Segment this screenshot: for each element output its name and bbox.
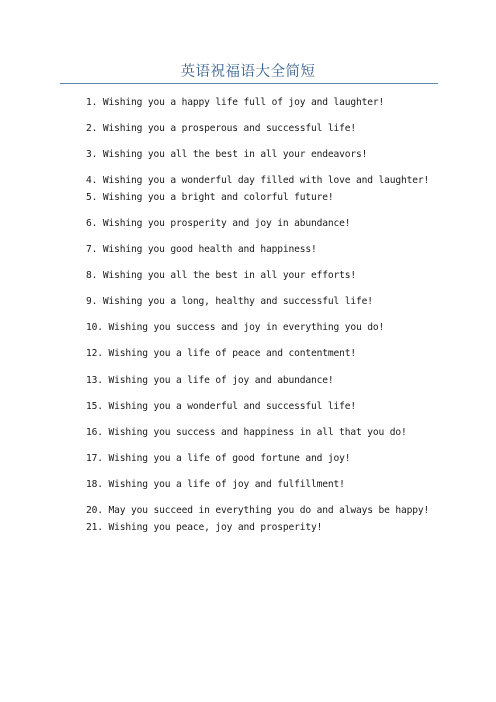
list-item: 2. Wishing you a prosperous and successful life! — [86, 123, 357, 135]
list-item: 21. Wishing you peace, joy and prosperity! — [86, 521, 323, 533]
list-item: 1. Wishing you a happy life full of joy and laughter! — [86, 97, 385, 108]
list-item: 5. Wishing you a bright and colorful future! — [86, 191, 334, 203]
list-item: 17. Wishing you a life of good fortune and joy! — [86, 452, 351, 464]
list-item: 12. Wishing you a life of peace and contentment! — [86, 348, 357, 360]
title-divider — [60, 83, 438, 84]
list-item: 4. Wishing you a wonderful day filled with love and laughter! — [86, 175, 430, 187]
list-item: 20. May you succeed in everything you do and always be happy! — [86, 505, 430, 516]
list-item: 6. Wishing you prosperity and joy in abundance! — [86, 217, 351, 229]
list-item: 18. Wishing you a life of joy and fulfillment! — [86, 478, 345, 490]
wishes-list — [86, 96, 446, 547]
list-item: 13. Wishing you a life of joy and abundance! — [86, 374, 334, 386]
list-item: 16. Wishing you success and happiness in all that you do! — [86, 426, 407, 438]
list-item: 7. Wishing you good health and happiness! — [86, 244, 317, 256]
list-item: 9. Wishing you a long, healthy and successful life! — [86, 296, 373, 308]
list-item: 15. Wishing you a wonderful and successful life! — [86, 400, 357, 412]
list-item: 10. Wishing you success and joy in everything you do! — [86, 322, 385, 334]
page-title: 英语祝福语大全简短 — [180, 64, 316, 80]
list-item: 3. Wishing you all the best in all your endeavors! — [86, 149, 368, 161]
list-item: 8. Wishing you all the best in all your efforts! — [86, 270, 357, 282]
